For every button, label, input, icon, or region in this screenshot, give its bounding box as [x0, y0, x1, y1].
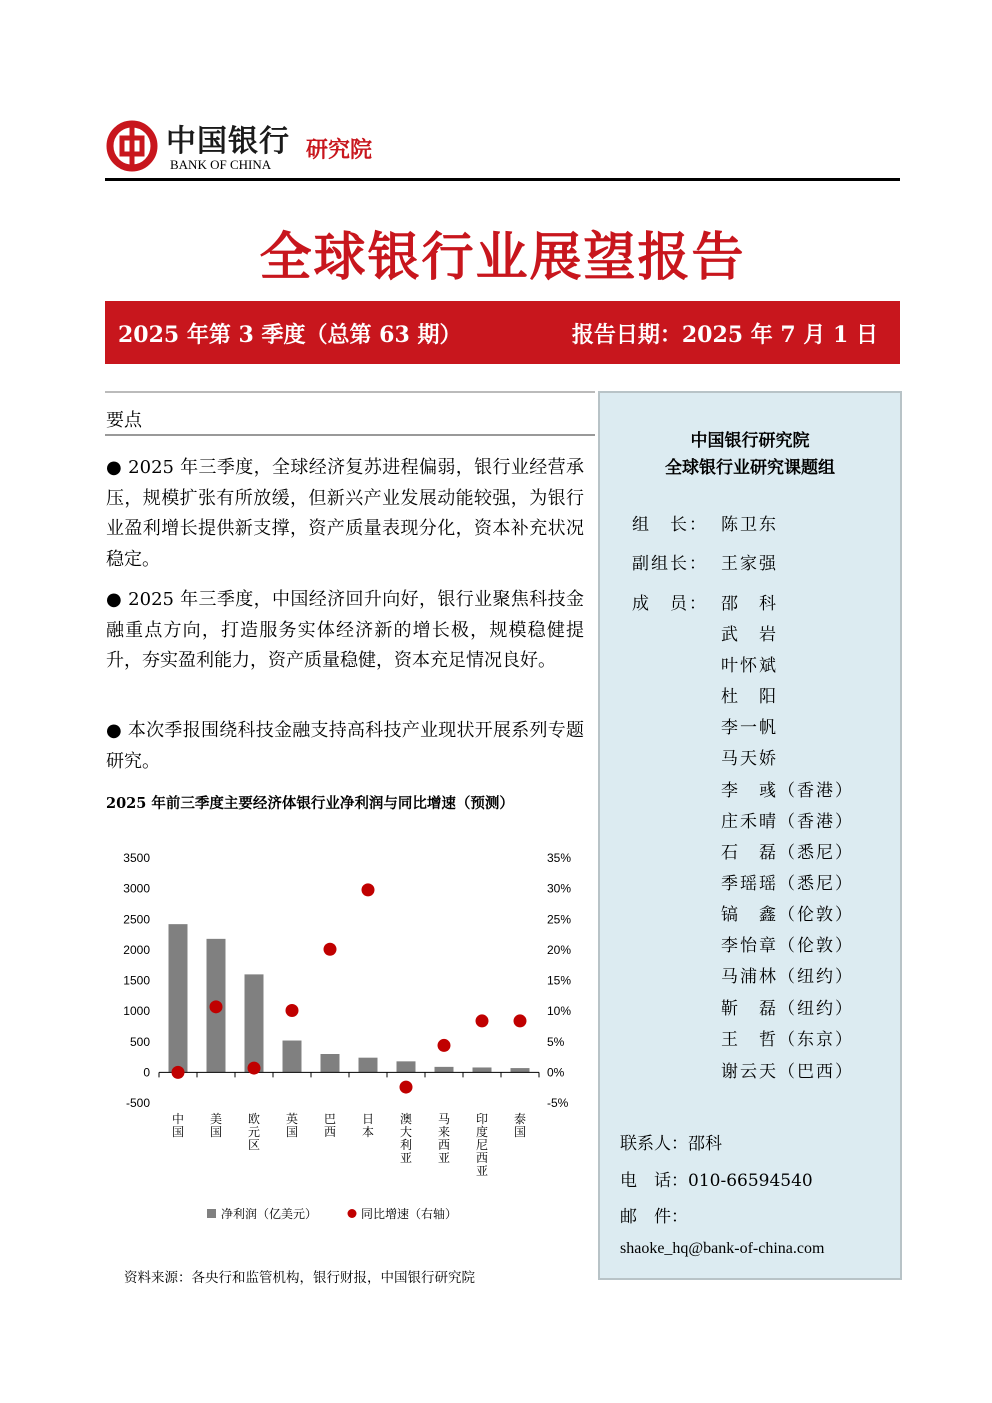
y-right-tick-label: 35% — [547, 851, 572, 865]
bar — [283, 1041, 302, 1073]
y-left-tick-label: 3500 — [123, 851, 150, 865]
bar — [245, 974, 264, 1072]
member-name: 靳 磊（纽约） — [721, 999, 854, 1019]
header-divider — [105, 178, 900, 181]
logo-chinese-text: 中国银行 — [166, 124, 290, 159]
y-right-tick-label: 0% — [547, 1065, 565, 1080]
logo-english-text: BANK OF CHINA — [170, 157, 272, 172]
growth-point — [286, 1004, 299, 1017]
x-category-label: 英国 — [285, 1112, 299, 1139]
x-category-label: 印度尼西亚 — [475, 1112, 489, 1178]
contact-person: 联系人：邵科 — [620, 1134, 722, 1154]
member-name: 马浦林（纽约） — [721, 967, 854, 987]
y-left-tick-label: 1000 — [123, 1004, 150, 1019]
member-name: 李怡章（伦敦） — [721, 936, 854, 956]
x-category-label: 泰国 — [513, 1112, 527, 1139]
bar — [359, 1058, 378, 1073]
growth-point — [476, 1014, 489, 1027]
legend-bar-label: 净利润（亿美元） — [221, 1207, 318, 1221]
key-point-paragraph: ● 2025 年三季度，全球经济复苏进程偏弱，银行业经营承压，规模扩张有所放缓，但新兴产业发展动能较强，为银行业盈利增长提供新支撑，资产质量表现分化，资本补充状况稳定。 — [106, 457, 584, 570]
y-left-tick-label: 1500 — [123, 973, 150, 988]
growth-point — [324, 943, 337, 956]
y-right-tick-label: 10% — [547, 1004, 572, 1019]
y-left-tick-label: 3000 — [123, 881, 150, 896]
y-left-tick-label: -500 — [125, 1096, 150, 1110]
contact-email-link[interactable]: shaoke_hq@bank-of-china.com — [620, 1240, 825, 1257]
growth-point — [438, 1039, 451, 1052]
bar — [397, 1061, 416, 1072]
bar — [321, 1054, 340, 1072]
y-left-tick-label: 500 — [129, 1034, 150, 1049]
y-right-tick-label: -5% — [547, 1096, 569, 1110]
x-category-label: 中国 — [171, 1112, 185, 1139]
report-title: 全球银行业展望报告 — [259, 227, 746, 288]
x-category-label: 澳大利亚 — [399, 1112, 413, 1165]
member-name: 李 彧（香港） — [721, 781, 854, 801]
members-role-label: 成 员： — [632, 594, 708, 614]
content-top-divider — [105, 391, 595, 393]
team-group-title: 全球银行业研究课题组 — [665, 458, 835, 478]
legend-bar-swatch — [207, 1209, 216, 1218]
source-note: 资料来源：各央行和监管机构，银行财报，中国银行研究院 — [124, 1270, 475, 1286]
legend-point-swatch — [348, 1209, 357, 1218]
institute-label: 研究院 — [306, 137, 373, 163]
x-category-label: 欧元区 — [247, 1112, 261, 1152]
contact-email-label: 邮 件： — [620, 1207, 688, 1227]
member-name: 李一帆 — [721, 718, 778, 738]
y-right-tick-label: 30% — [547, 881, 572, 896]
bar — [511, 1068, 530, 1072]
deputy-role-label: 副组长： — [632, 554, 708, 574]
y-left-tick-label: 0 — [143, 1065, 150, 1080]
issue-number: 2025 年第 3 季度（总第 63 期） — [118, 322, 462, 348]
member-name: 王 哲（东京） — [721, 1030, 854, 1050]
bank-of-china-logo-icon — [106, 120, 158, 172]
leader-role-label: 组 长： — [632, 515, 708, 535]
y-left-tick-label: 2500 — [123, 912, 150, 927]
key-point-paragraph: ● 本次季报围绕科技金融支持高科技产业现状开展系列专题研究。 — [106, 720, 584, 772]
x-category-label: 巴西 — [323, 1112, 337, 1139]
key-point-paragraph: ● 2025 年三季度，中国经济回升向好，银行业聚焦科技金融重点方向，打造服务实体经济新的增长极，规模稳健提升，夯实盈利能力，资产质量稳健，资本充足情况良好。 — [106, 589, 584, 671]
x-category-label: 日本 — [361, 1112, 375, 1139]
y-right-tick-label: 5% — [547, 1034, 565, 1049]
member-name: 季瑶瑶（悉尼） — [721, 874, 854, 894]
x-category-label: 美国 — [209, 1112, 223, 1139]
key-points-heading: 要点 — [106, 410, 142, 431]
growth-point — [172, 1066, 185, 1079]
profit-growth-chart — [105, 838, 585, 1233]
chart-title: 2025 年前三季度主要经济体银行业净利润与同比增速（预测） — [106, 795, 514, 812]
member-name: 谢云天（巴西） — [721, 1062, 854, 1082]
leader-name: 陈卫东 — [721, 515, 778, 535]
growth-point — [248, 1062, 261, 1075]
member-name: 杜 阳 — [721, 687, 778, 707]
x-category-label: 马来西亚 — [437, 1112, 451, 1165]
key-points-divider — [105, 434, 595, 436]
member-name: 马天娇 — [721, 749, 778, 769]
bar — [169, 924, 188, 1072]
bar — [435, 1067, 454, 1073]
growth-point — [210, 1000, 223, 1013]
member-name: 叶怀斌 — [721, 656, 778, 676]
growth-point — [514, 1014, 527, 1027]
y-right-tick-label: 20% — [547, 942, 572, 957]
y-left-tick-label: 2000 — [123, 942, 150, 957]
y-right-tick-label: 15% — [547, 973, 572, 988]
member-name: 镐 鑫（伦敦） — [721, 905, 854, 925]
member-name: 邵 科 — [721, 594, 778, 614]
legend-point-label: 同比增速（右轴） — [361, 1207, 458, 1221]
member-name: 石 磊（悉尼） — [721, 843, 854, 863]
member-name: 庄禾晴（香港） — [721, 812, 854, 832]
deputy-name: 王家强 — [721, 554, 778, 574]
member-name: 武 岩 — [721, 625, 778, 645]
y-right-tick-label: 25% — [547, 912, 572, 927]
growth-point — [400, 1081, 413, 1094]
team-org-title: 中国银行研究院 — [690, 431, 810, 451]
bar — [473, 1067, 492, 1072]
contact-phone: 电 话：010-66594540 — [620, 1171, 813, 1191]
report-date: 报告日期：2025 年 7 月 1 日 — [571, 322, 878, 348]
growth-point — [362, 883, 375, 896]
